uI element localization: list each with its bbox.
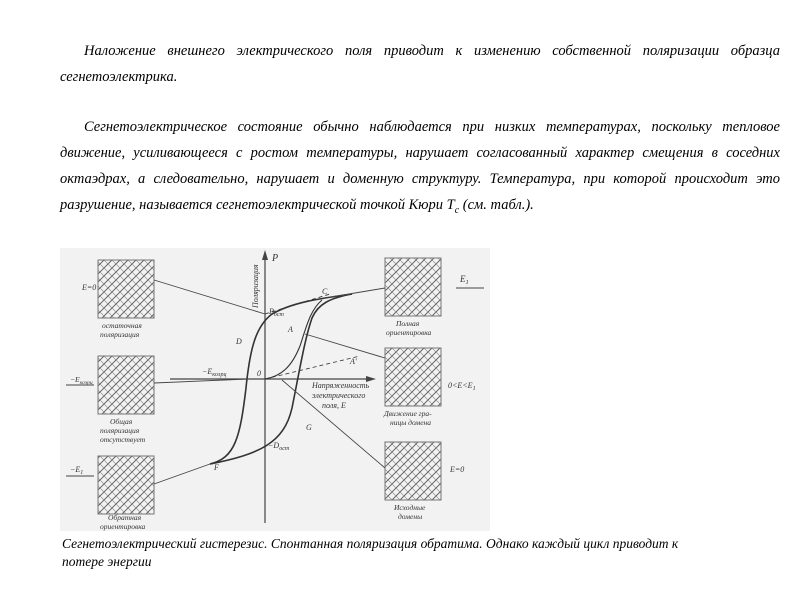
- paragraph-1-text: Наложение внешнего электрического поля приводит к изменению собственной поляризации образца сегнетоэлектрика.: [60, 43, 780, 85]
- paragraph-2-text: Сегнетоэлектрическое состояние обычно наблюдается при низких температурах, поскольку тепловое движение, усиливающееся с ростом температуры, нарушает согласованный характер смещения в соседних октаэдрах, а следовательно, нарушает и доменную структуру. Температура, при которой происходит это разрушение, называется сегнетоэлектрической точкой Кюри: [60, 119, 780, 213]
- left-minus-e-koerc: $-E_{коэрц}$: [70, 375, 93, 386]
- curie-symbol-subscript: c: [454, 204, 460, 216]
- full-label-1: Полная: [396, 319, 420, 328]
- point-o: 0: [257, 369, 261, 378]
- hysteresis-diagram: [60, 248, 490, 531]
- reverse-label-1: Обратная: [108, 513, 142, 522]
- p-residual-label: $P_{ост}$: [269, 307, 284, 318]
- axis-x-label-2: электрического: [312, 391, 366, 400]
- initial-label-1: Исходные: [394, 503, 426, 512]
- pointer-reverse: [154, 464, 210, 484]
- left-e-zero: E=0: [82, 283, 97, 292]
- motion-label-2: ницы домена: [390, 418, 432, 427]
- full-label-2: ориентировка: [386, 328, 432, 337]
- right-e1: $E_1$: [460, 274, 469, 286]
- point-g: G: [306, 423, 312, 432]
- reverse-label-2: ориентировка: [100, 522, 146, 531]
- domain-block-reverse: [98, 456, 154, 514]
- pointer-motion: [305, 334, 385, 358]
- domain-block-residual: [98, 260, 154, 318]
- point-f: F: [214, 463, 219, 472]
- domain-block-full: [385, 258, 441, 316]
- pointer-coercive: [154, 379, 248, 383]
- y-axis-arrow: [262, 250, 268, 260]
- total-label-2: поляризация: [100, 426, 140, 435]
- minus-p-residual-label: $-D_{ост}$: [268, 441, 290, 452]
- figure-caption: Сегнетоэлектрический гистерезис. Спонтанная поляризация обратима. Однако каждый цикл приводит к потере энергии: [62, 536, 679, 569]
- axis-x-label-1: Напряженность: [312, 381, 370, 390]
- domain-block-initial: [385, 442, 441, 500]
- total-label-3: отсутствует: [100, 435, 146, 444]
- point-a: A: [288, 325, 293, 334]
- axis-y-label: Поляризация: [251, 264, 260, 308]
- right-range: $0<E<E_1$: [448, 381, 476, 392]
- initial-label-2: домены: [398, 512, 423, 521]
- line-a-prime: [265, 356, 360, 379]
- point-c: C: [322, 287, 328, 296]
- domain-block-motion: [385, 348, 441, 406]
- residual-label-1: остаточная: [102, 321, 142, 330]
- left-minus-e1: $-E_1$: [70, 465, 84, 476]
- curie-symbol: T: [446, 197, 455, 213]
- pointer-residual: [154, 280, 265, 314]
- pointer-full: [325, 288, 385, 298]
- motion-label-1: Движение гра-: [384, 409, 432, 418]
- hysteresis-figure: [60, 248, 490, 531]
- right-e-zero: E=0: [450, 465, 465, 474]
- paragraph-field-effect: [60, 38, 780, 90]
- residual-label-2: поляризация: [100, 330, 140, 339]
- point-a-prime: A': [350, 357, 357, 366]
- point-d: D: [236, 337, 242, 346]
- axis-p-label: P: [272, 253, 279, 264]
- coercive-field-label: $-E_{коэрц}$: [202, 367, 227, 378]
- paragraph-2-end: (см. табл.).: [459, 197, 534, 213]
- paragraph-curie-point: [60, 114, 780, 224]
- axis-x-label-3: поля, E: [322, 401, 346, 410]
- total-label-1: Общая: [110, 417, 133, 426]
- domain-block-total-absent: [98, 356, 154, 414]
